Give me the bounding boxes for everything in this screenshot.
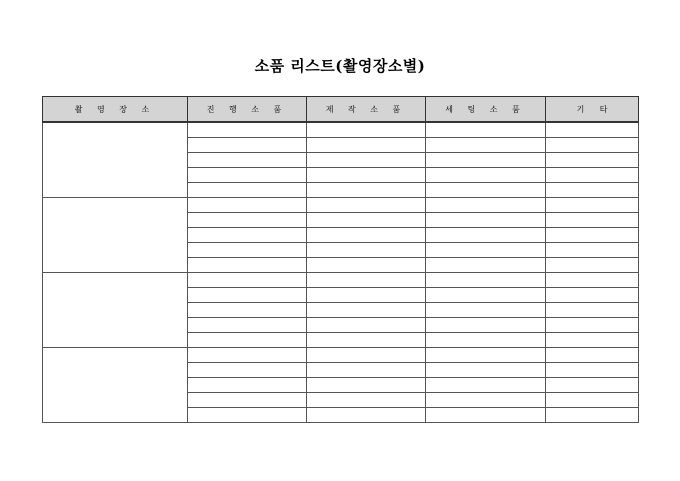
running-props-cell[interactable] [188,288,307,303]
made-props-cell[interactable] [307,378,426,393]
made-props-cell[interactable] [307,122,426,138]
made-props-cell[interactable] [307,258,426,273]
setting-props-cell[interactable] [426,153,546,168]
made-props-cell[interactable] [307,348,426,363]
running-props-cell[interactable] [188,303,307,318]
etc-cell[interactable] [546,273,639,288]
setting-props-cell[interactable] [426,183,546,198]
setting-props-cell[interactable] [426,318,546,333]
setting-props-cell[interactable] [426,408,546,423]
etc-cell[interactable] [546,243,639,258]
running-props-cell[interactable] [188,122,307,138]
made-props-cell[interactable] [307,288,426,303]
running-props-cell[interactable] [188,228,307,243]
location-cell[interactable] [43,122,188,198]
running-props-cell[interactable] [188,243,307,258]
header-setting-props: 세 팅 소 품 [426,97,546,123]
running-props-cell[interactable] [188,393,307,408]
etc-cell[interactable] [546,303,639,318]
etc-cell[interactable] [546,153,639,168]
setting-props-cell[interactable] [426,243,546,258]
etc-cell[interactable] [546,138,639,153]
setting-props-cell[interactable] [426,333,546,348]
made-props-cell[interactable] [307,243,426,258]
etc-cell[interactable] [546,288,639,303]
setting-props-cell[interactable] [426,363,546,378]
made-props-cell[interactable] [307,393,426,408]
running-props-cell[interactable] [188,333,307,348]
etc-cell[interactable] [546,213,639,228]
setting-props-cell[interactable] [426,273,546,288]
running-props-cell[interactable] [188,153,307,168]
setting-props-cell[interactable] [426,303,546,318]
etc-cell[interactable] [546,318,639,333]
running-props-cell[interactable] [188,138,307,153]
made-props-cell[interactable] [307,138,426,153]
running-props-cell[interactable] [188,318,307,333]
running-props-cell[interactable] [188,168,307,183]
running-props-cell[interactable] [188,273,307,288]
header-row [43,97,639,123]
made-props-cell[interactable] [307,228,426,243]
etc-cell[interactable] [546,198,639,213]
made-props-cell[interactable] [307,303,426,318]
running-props-cell[interactable] [188,363,307,378]
setting-props-cell[interactable] [426,348,546,363]
location-cell[interactable] [43,348,188,423]
made-props-cell[interactable] [307,213,426,228]
made-props-cell[interactable] [307,183,426,198]
setting-props-cell[interactable] [426,288,546,303]
location-cell[interactable] [43,273,188,348]
etc-cell[interactable] [546,408,639,423]
setting-props-cell[interactable] [426,213,546,228]
etc-cell[interactable] [546,378,639,393]
setting-props-cell[interactable] [426,122,546,138]
setting-props-cell[interactable] [426,378,546,393]
made-props-cell[interactable] [307,198,426,213]
setting-props-cell[interactable] [426,138,546,153]
document-title: 소품 리스트(촬영장소별) [254,57,426,75]
table-body [43,122,639,423]
running-props-cell[interactable] [188,378,307,393]
running-props-cell[interactable] [188,258,307,273]
running-props-cell[interactable] [188,348,307,363]
running-props-cell[interactable] [188,183,307,198]
table-row [43,198,639,213]
made-props-cell[interactable] [307,363,426,378]
etc-cell[interactable] [546,258,639,273]
header-etc: 기 타 [546,97,639,123]
header-made-props: 제 작 소 품 [307,97,426,123]
table-row [43,122,639,138]
etc-cell[interactable] [546,122,639,138]
etc-cell[interactable] [546,348,639,363]
etc-cell[interactable] [546,393,639,408]
setting-props-cell[interactable] [426,258,546,273]
made-props-cell[interactable] [307,153,426,168]
made-props-cell[interactable] [307,333,426,348]
props-table [42,96,639,423]
header-running-props: 진 행 소 품 [188,97,307,123]
setting-props-cell[interactable] [426,393,546,408]
setting-props-cell[interactable] [426,198,546,213]
made-props-cell[interactable] [307,273,426,288]
running-props-cell[interactable] [188,198,307,213]
made-props-cell[interactable] [307,318,426,333]
made-props-cell[interactable] [307,168,426,183]
table-row [43,273,639,288]
etc-cell[interactable] [546,363,639,378]
setting-props-cell[interactable] [426,168,546,183]
etc-cell[interactable] [546,228,639,243]
location-cell[interactable] [43,198,188,273]
running-props-cell[interactable] [188,213,307,228]
etc-cell[interactable] [546,333,639,348]
table-row [43,348,639,363]
running-props-cell[interactable] [188,408,307,423]
header-location: 촬 영 장 소 [43,97,188,123]
etc-cell[interactable] [546,183,639,198]
made-props-cell[interactable] [307,408,426,423]
etc-cell[interactable] [546,168,639,183]
setting-props-cell[interactable] [426,228,546,243]
